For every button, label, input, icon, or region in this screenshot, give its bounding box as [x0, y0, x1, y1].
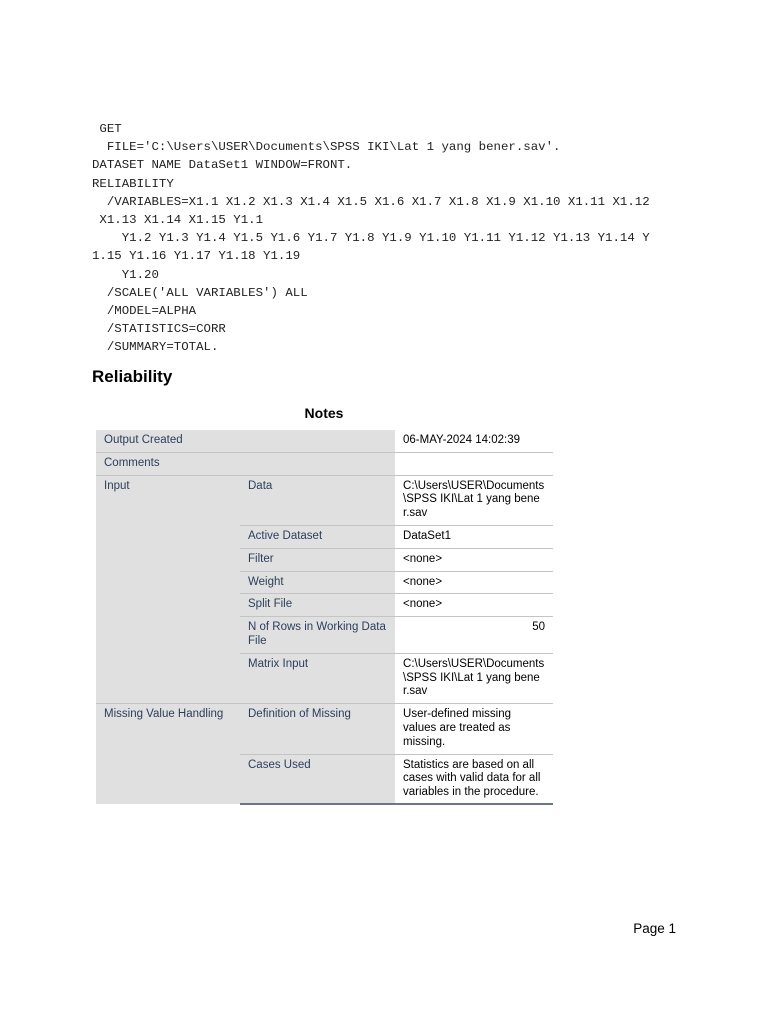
syntax-line: DATASET NAME DataSet1 WINDOW=FRONT.	[92, 158, 353, 173]
comments-value	[395, 452, 553, 475]
syntax-line: /SUMMARY=TOTAL.	[92, 340, 219, 355]
row-label-matrix-input: Matrix Input	[240, 653, 395, 703]
syntax-line: X1.13 X1.14 X1.15 Y1.1	[92, 213, 264, 228]
table-row	[96, 430, 553, 452]
table-row	[96, 452, 553, 475]
syntax-block	[92, 120, 650, 357]
syntax-line: FILE='C:\Users\USER\Documents\SPSS IKI\Lat 1 yang bener.sav'.	[92, 140, 561, 155]
syntax-line: /STATISTICS=CORR	[92, 322, 226, 337]
syntax-line: /SCALE('ALL VARIABLES') ALL	[92, 285, 308, 300]
matrix-input-value: C:\Users\USER\Documents\SPSS IKI\Lat 1 yang bener.sav	[395, 653, 553, 703]
row-label-cases-used: Cases Used	[240, 754, 395, 804]
row-label-weight: Weight	[240, 571, 395, 594]
syntax-line: Y1.20	[92, 267, 159, 282]
row-label-active-dataset: Active Dataset	[240, 525, 395, 548]
row-label-n-rows: N of Rows in Working Data File	[240, 617, 395, 654]
syntax-line: 1.15 Y1.16 Y1.17 Y1.18 Y1.19	[92, 249, 301, 264]
syntax-line: GET	[92, 122, 122, 136]
syntax-line: /VARIABLES=X1.1 X1.2 X1.3 X1.4 X1.5 X1.6 X1.7 X1.8 X1.9 X1.10 X1.11 X1.12	[92, 194, 650, 209]
weight-value: <none>	[395, 571, 553, 594]
split-file-value: <none>	[395, 594, 553, 617]
n-rows-value: 50	[395, 617, 553, 654]
row-label-filter: Filter	[240, 548, 395, 571]
row-group-input: Input	[96, 475, 240, 704]
cases-used-value: Statistics are based on all cases with valid data for all variables in the procedure.	[395, 754, 553, 804]
syntax-line: /MODEL=ALPHA	[92, 304, 197, 319]
definition-of-missing-value: User-defined missing values are treated as missing.	[395, 704, 553, 754]
row-group-missing-value-handling: Missing Value Handling	[96, 704, 240, 804]
data-value: C:\Users\USER\Documents\SPSS IKI\Lat 1 yang bener.sav	[395, 475, 553, 525]
row-label-output-created: Output Created	[96, 430, 395, 452]
row-label-data: Data	[240, 475, 395, 525]
row-label-comments: Comments	[96, 452, 395, 475]
notes-table	[96, 430, 553, 805]
page-number: Page 1	[633, 921, 676, 936]
section-heading: Reliability	[92, 367, 173, 386]
row-label-split-file: Split File	[240, 594, 395, 617]
row-label-definition-of-missing: Definition of Missing	[240, 704, 395, 754]
notes-table-title: Notes	[304, 405, 344, 421]
syntax-line: Y1.2 Y1.3 Y1.4 Y1.5 Y1.6 Y1.7 Y1.8 Y1.9 Y1.10 Y1.11 Y1.12 Y1.13 Y1.14 Y	[92, 231, 650, 246]
syntax-line: RELIABILITY	[92, 176, 174, 191]
table-row	[96, 704, 553, 754]
output-created-value: 06-MAY-2024 14:02:39	[395, 430, 553, 452]
filter-value: <none>	[395, 548, 553, 571]
active-dataset-value: DataSet1	[395, 525, 553, 548]
table-row	[96, 475, 553, 525]
